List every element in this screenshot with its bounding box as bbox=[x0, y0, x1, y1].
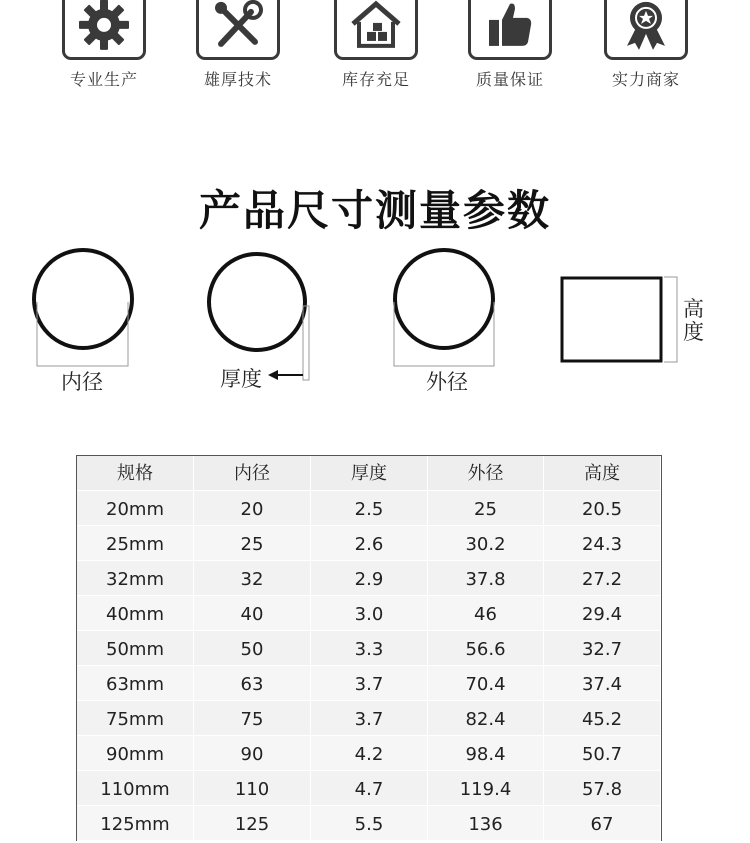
table-row bbox=[77, 526, 661, 561]
table-cell: 50mm bbox=[77, 631, 194, 666]
table-header-cell: 厚度 bbox=[311, 456, 428, 491]
size-table bbox=[76, 455, 662, 841]
table-cell: 110mm bbox=[77, 771, 194, 806]
table-cell: 25 bbox=[194, 526, 311, 561]
table-cell: 40 bbox=[194, 596, 311, 631]
table-cell: 2.9 bbox=[311, 561, 428, 596]
table-cell: 70.4 bbox=[428, 666, 544, 701]
table-cell: 125 bbox=[194, 806, 311, 841]
table-cell: 32mm bbox=[77, 561, 194, 596]
inner-diameter-ring bbox=[34, 250, 132, 366]
table-row bbox=[77, 631, 661, 666]
table-cell: 110 bbox=[194, 771, 311, 806]
inner-diameter-label: 内径 bbox=[61, 370, 103, 394]
outer-diameter-ring bbox=[394, 250, 494, 366]
table-cell: 40mm bbox=[77, 596, 194, 631]
feature-icon-box bbox=[604, 0, 688, 60]
thickness-label: 厚度 bbox=[220, 367, 262, 391]
feature-icon-box bbox=[196, 0, 280, 60]
table-cell: 4.7 bbox=[311, 771, 428, 806]
table-cell: 20.5 bbox=[544, 491, 661, 526]
table-row bbox=[77, 561, 661, 596]
table-cell: 4.2 bbox=[311, 736, 428, 771]
feature-icon-box bbox=[334, 0, 418, 60]
table-cell: 50 bbox=[194, 631, 311, 666]
award-medal-icon bbox=[619, 0, 673, 51]
feature-label: 库存充足 bbox=[341, 70, 410, 89]
table-cell: 27.2 bbox=[544, 561, 661, 596]
table-cell: 30.2 bbox=[428, 526, 544, 561]
table-cell: 37.8 bbox=[428, 561, 544, 596]
table-cell: 136 bbox=[428, 806, 544, 841]
tools-icon bbox=[211, 0, 265, 51]
table-header-cell: 外径 bbox=[428, 456, 544, 491]
table-cell: 50.7 bbox=[544, 736, 661, 771]
table-cell: 56.6 bbox=[428, 631, 544, 666]
table-cell: 25mm bbox=[77, 526, 194, 561]
feature-label: 实力商家 bbox=[611, 70, 680, 89]
table-cell: 20 bbox=[194, 491, 311, 526]
page-title: 产品尺寸测量参数 bbox=[198, 186, 551, 235]
measurement-diagram-graphics bbox=[0, 240, 750, 400]
table-cell: 57.8 bbox=[544, 771, 661, 806]
table-body bbox=[77, 491, 661, 841]
outer-diameter-label: 外径 bbox=[426, 370, 468, 394]
table-row bbox=[77, 666, 661, 701]
table-row bbox=[77, 736, 661, 771]
feature-label: 专业生产 bbox=[69, 70, 138, 89]
height-profile bbox=[562, 277, 677, 362]
thumbs-up-icon bbox=[483, 0, 537, 51]
warehouse-icon bbox=[349, 0, 403, 51]
table-cell: 45.2 bbox=[544, 701, 661, 736]
feature-label: 雄厚技术 bbox=[203, 70, 272, 89]
table-cell: 67 bbox=[544, 806, 661, 841]
table-cell: 75 bbox=[194, 701, 311, 736]
table-cell: 25 bbox=[428, 491, 544, 526]
table-cell: 20mm bbox=[77, 491, 194, 526]
table-header-cell: 内径 bbox=[194, 456, 311, 491]
feature-row bbox=[0, 0, 750, 100]
table-cell: 82.4 bbox=[428, 701, 544, 736]
table-row bbox=[77, 771, 661, 806]
table-cell: 24.3 bbox=[544, 526, 661, 561]
table-cell: 3.3 bbox=[311, 631, 428, 666]
table-cell: 3.0 bbox=[311, 596, 428, 631]
table-cell: 63 bbox=[194, 666, 311, 701]
table-cell: 32 bbox=[194, 561, 311, 596]
table-row bbox=[77, 701, 661, 736]
table-cell: 90mm bbox=[77, 736, 194, 771]
table-cell: 37.4 bbox=[544, 666, 661, 701]
table-cell: 75mm bbox=[77, 701, 194, 736]
table-header-cell: 高度 bbox=[544, 456, 661, 491]
table-cell: 29.4 bbox=[544, 596, 661, 631]
table-cell: 2.5 bbox=[311, 491, 428, 526]
measurement-diagram bbox=[0, 240, 750, 400]
table-cell: 98.4 bbox=[428, 736, 544, 771]
table-cell: 46 bbox=[428, 596, 544, 631]
table-cell: 32.7 bbox=[544, 631, 661, 666]
table-row bbox=[77, 491, 661, 526]
table-cell: 2.6 bbox=[311, 526, 428, 561]
table-cell: 5.5 bbox=[311, 806, 428, 841]
table-cell: 3.7 bbox=[311, 666, 428, 701]
feature-icon-box bbox=[62, 0, 146, 60]
height-label: 高度 bbox=[683, 297, 704, 344]
table-cell: 63mm bbox=[77, 666, 194, 701]
table-cell: 119.4 bbox=[428, 771, 544, 806]
table-header-cell: 规格 bbox=[77, 456, 194, 491]
table-cell: 90 bbox=[194, 736, 311, 771]
gear-icon bbox=[77, 0, 131, 51]
feature-icon-box bbox=[468, 0, 552, 60]
feature-label: 质量保证 bbox=[475, 70, 544, 89]
table-header-row bbox=[77, 456, 661, 491]
thickness-ring bbox=[209, 254, 309, 380]
table-cell: 3.7 bbox=[311, 701, 428, 736]
table-cell: 125mm bbox=[77, 806, 194, 841]
table-row bbox=[77, 596, 661, 631]
